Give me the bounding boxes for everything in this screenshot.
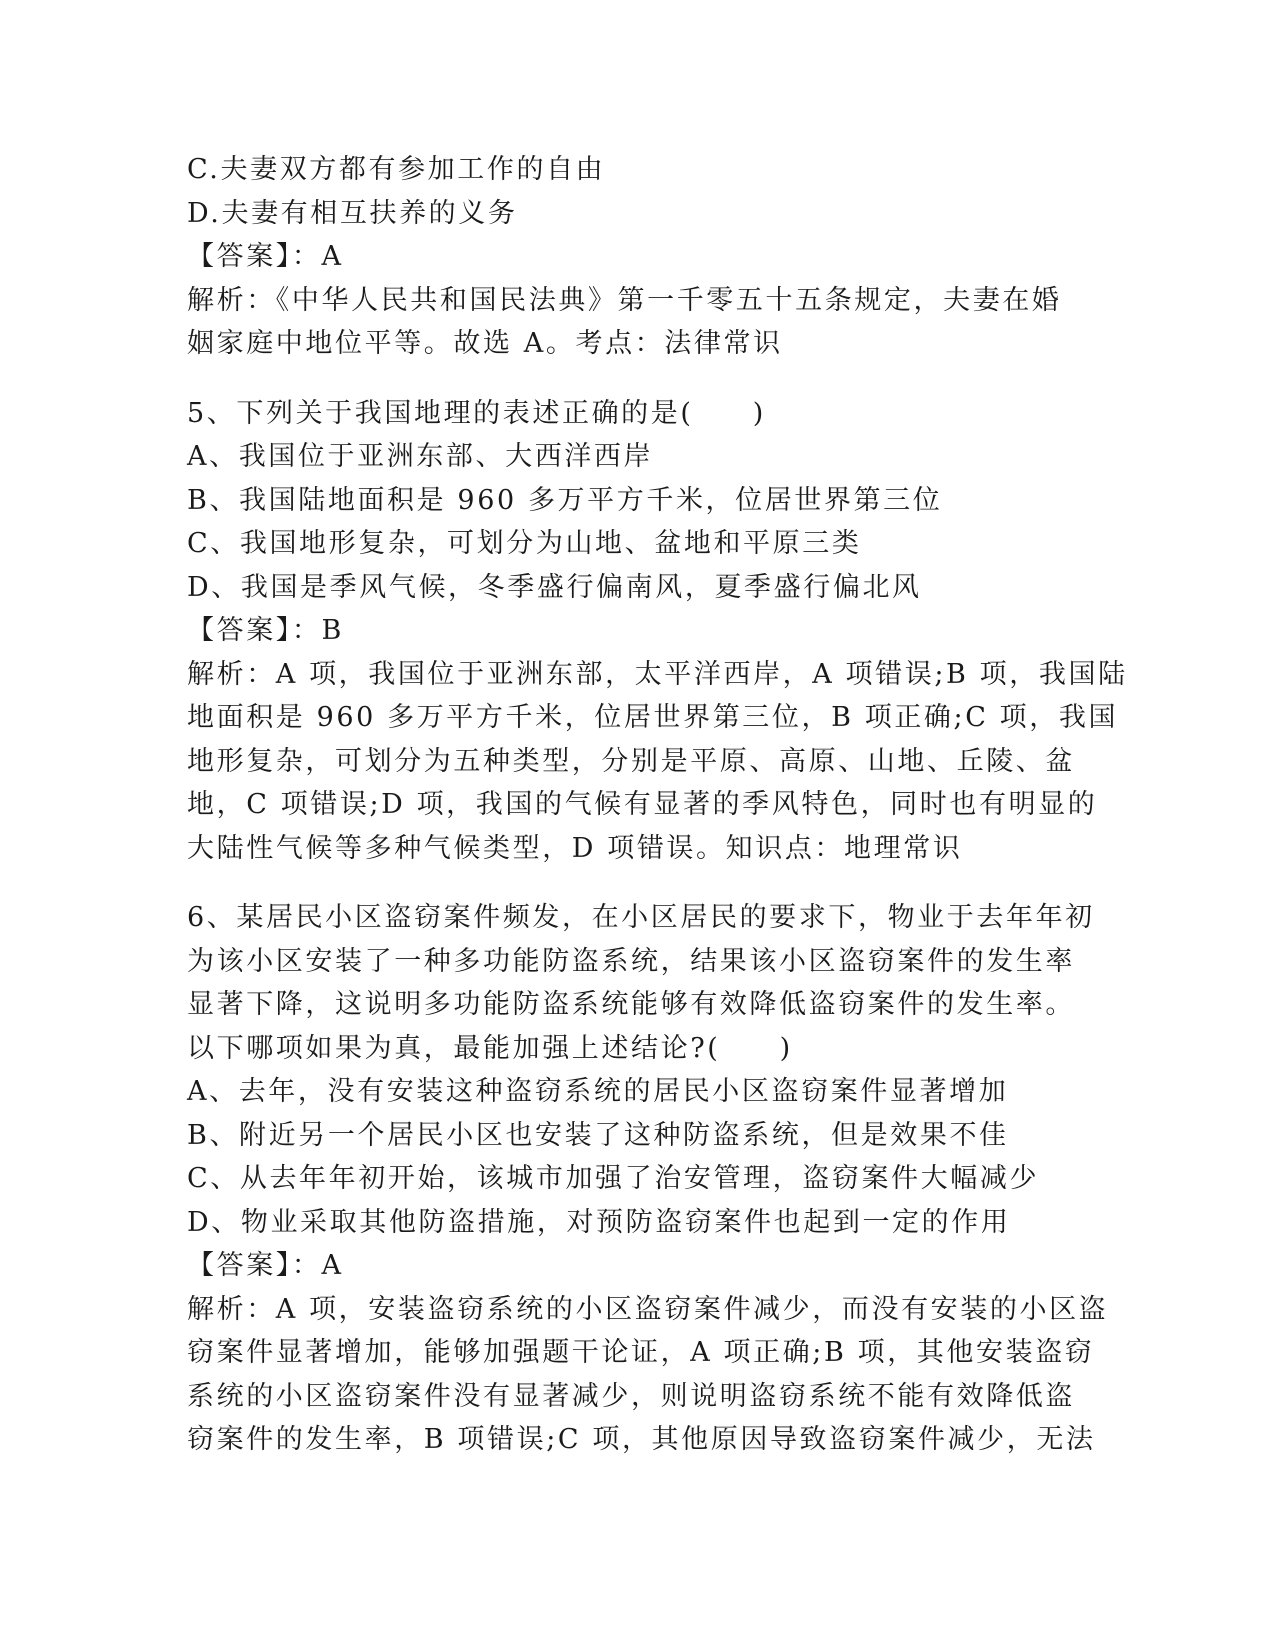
analysis-line: 地形复杂，可划分为五种类型，分别是平原、高原、山地、丘陵、盆 [187, 745, 1075, 777]
question-stem: 5、下列关于我国地理的表述正确的是( ) [187, 397, 766, 429]
spacer [187, 366, 1087, 392]
analysis-line: 大陆性气候等多种气候类型，D 项错误。知识点：地理常识 [187, 832, 963, 864]
option-c: C、从去年年初开始，该城市加强了治安管理，盗窃案件大幅减少 [187, 1163, 1040, 1194]
analysis-line: 解析：A 项，我国位于亚洲东部，太平洋西岸，A 项错误;B 项，我国陆 [187, 658, 1128, 690]
answer: 【答案】：A [187, 241, 344, 272]
question-stem-line: 显著下降，这说明多功能防盗系统能够有效降低盗窃案件的发生率。 [187, 989, 1075, 1020]
option-d: D、物业采取其他防盗措施，对预防盗窃案件也起到一定的作用 [187, 1206, 1011, 1238]
option-a: A、去年，没有安装这种盗窃系统的居民小区盗窃案件显著增加 [187, 1076, 1009, 1107]
question-5 [187, 392, 1128, 871]
option-d: D.夫妻有相互扶养的义务 [187, 197, 518, 229]
question-stem-line: 6、某居民小区盗窃案件频发，在小区居民的要求下，物业于去年年初 [187, 902, 1095, 933]
option-a: A、我国位于亚洲东部、大西洋西岸 [187, 441, 654, 472]
option-d: D、我国是季风气候，冬季盛行偏南风，夏季盛行偏北风 [187, 571, 922, 603]
question-6 [187, 896, 1109, 1462]
analysis-line: 窃案件的发生率，B 项错误;C 项，其他原因导致盗窃案件减少，无法 [187, 1424, 1096, 1455]
question-4-tail [187, 148, 1087, 366]
analysis-line: 系统的小区盗窃案件没有显著减少，则说明盗窃系统不能有效降低盗 [187, 1380, 1075, 1412]
analysis-line: 解析：《中华人民共和国民法典》第一千零五十五条规定，夫妻在婚 [187, 284, 1062, 316]
question-stem-line: 为该小区安装了一种多功能防盗系统，结果该小区盗窃案件的发生率 [187, 945, 1075, 977]
document-body [187, 148, 1128, 1462]
answer: 【答案】：A [187, 1250, 344, 1281]
option-c: C.夫妻双方都有参加工作的自由 [187, 154, 606, 185]
question-stem-line: 以下哪项如果为真，最能加强上述结论?( ) [187, 1032, 793, 1064]
analysis-line: 地，C 项错误;D 项，我国的气候有显著的季风特色，同时也有明显的 [187, 789, 1098, 820]
option-b: B、附近另一个居民小区也安装了这种防盗系统，但是效果不佳 [187, 1119, 1009, 1151]
answer: 【答案】：B [187, 615, 344, 646]
spacer [187, 870, 1087, 896]
analysis-line: 姻家庭中地位平等。故选 A。考点：法律常识 [187, 328, 783, 359]
analysis-line: 地面积是 960 多万平方千米，位居世界第三位，B 项正确;C 项，我国 [187, 702, 1119, 733]
option-b: B、我国陆地面积是 960 多万平方千米，位居世界第三位 [187, 484, 943, 516]
analysis-line: 解析：A 项，安装盗窃系统的小区盗窃案件减少，而没有安装的小区盗 [187, 1293, 1109, 1325]
option-c: C、我国地形复杂，可划分为山地、盆地和平原三类 [187, 528, 862, 559]
analysis-line: 窃案件显著增加，能够加强题干论证，A 项正确;B 项，其他安装盗窃 [187, 1337, 1095, 1368]
